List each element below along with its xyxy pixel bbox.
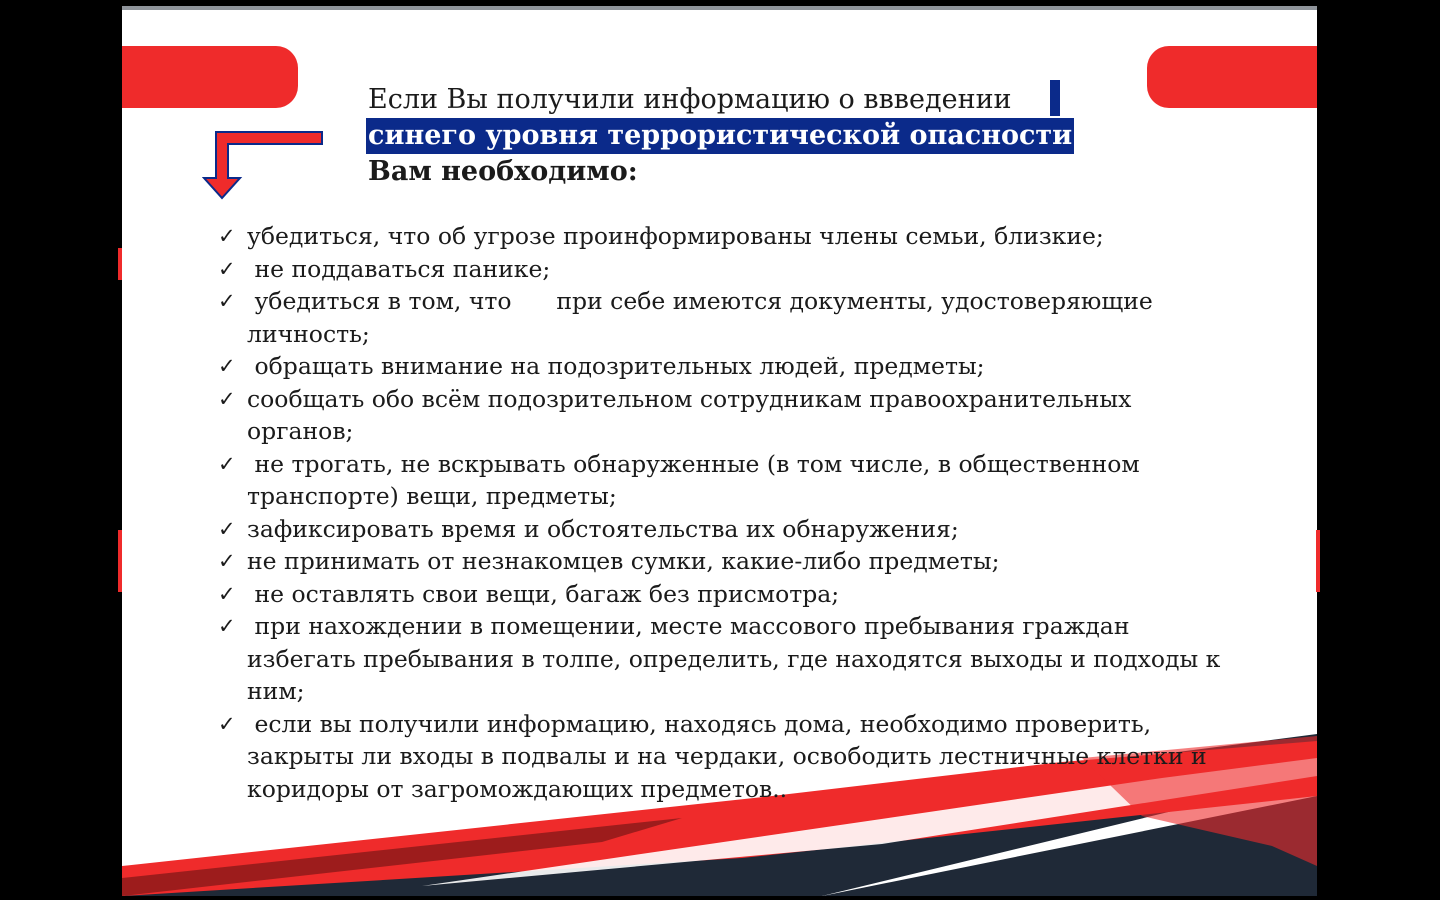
list-item: ✓ не поддаваться панике;	[218, 253, 1228, 286]
check-icon: ✓	[218, 354, 236, 378]
list-item: ✓ не принимать от незнакомцев сумки, какие-либо предметы;	[218, 545, 1228, 578]
check-icon: ✓	[218, 549, 236, 573]
check-icon: ✓	[218, 289, 236, 313]
heading-line-3: Вам необходимо:	[368, 156, 638, 187]
check-icon: ✓	[218, 581, 236, 606]
list-item: ✓ обращать внимание на подозрительных людей, предметы;	[218, 350, 1228, 383]
list-item: ✓ не трогать, не вскрывать обнаруженные (в том числе, в общественном транспорте) вещи, предметы;	[218, 449, 1148, 510]
right-edge-red-mark	[1316, 530, 1320, 592]
left-edge-red-mark	[118, 530, 122, 592]
instruction-list	[218, 220, 1228, 805]
red-down-arrow-icon	[202, 130, 324, 202]
check-icon: ✓	[218, 516, 236, 541]
heading-highlight-line: синего уровня террористической опасности	[366, 118, 1074, 154]
check-icon: ✓	[218, 224, 236, 248]
list-item: ✓ не оставлять свои вещи, багаж без присмотра;	[218, 578, 1228, 611]
check-icon: ✓	[218, 256, 236, 281]
check-icon: ✓	[218, 614, 236, 638]
heading-line-1: Если Вы получили информацию о вввeдении	[368, 84, 1012, 115]
list-item: ✓ убедиться в том, что при себе имеются документы, удостоверяющие личность;	[218, 287, 1161, 348]
left-edge-red-mark	[118, 248, 122, 280]
check-icon: ✓	[218, 386, 236, 411]
list-item: ✓ убедиться, что об угрозе проинформированы члены семьи, близкие;	[218, 220, 1228, 253]
list-item: ✓ сообщать обо всём подозрительном сотрудникам правоохранительных органов;	[218, 384, 1139, 445]
check-icon: ✓	[218, 451, 236, 476]
list-item: ✓ при нахождении в помещении, месте массового пребывания граждан избегать пребывания в толпе, определить, где находятся выходы и подходы к ним;	[218, 612, 1228, 705]
list-item: ✓ зафиксировать время и обстоятельства их обнаружения;	[218, 513, 1228, 546]
list-item: ✓ если вы получили информацию, находясь дома, необходимо проверить, закрыты ли входы в подвалы и на чердаки, освободить лестничные клетки и коридоры от загромождающих предметов..	[218, 709, 1215, 803]
slide	[122, 6, 1317, 896]
check-icon: ✓	[218, 711, 236, 736]
slide-heading	[368, 82, 1128, 190]
